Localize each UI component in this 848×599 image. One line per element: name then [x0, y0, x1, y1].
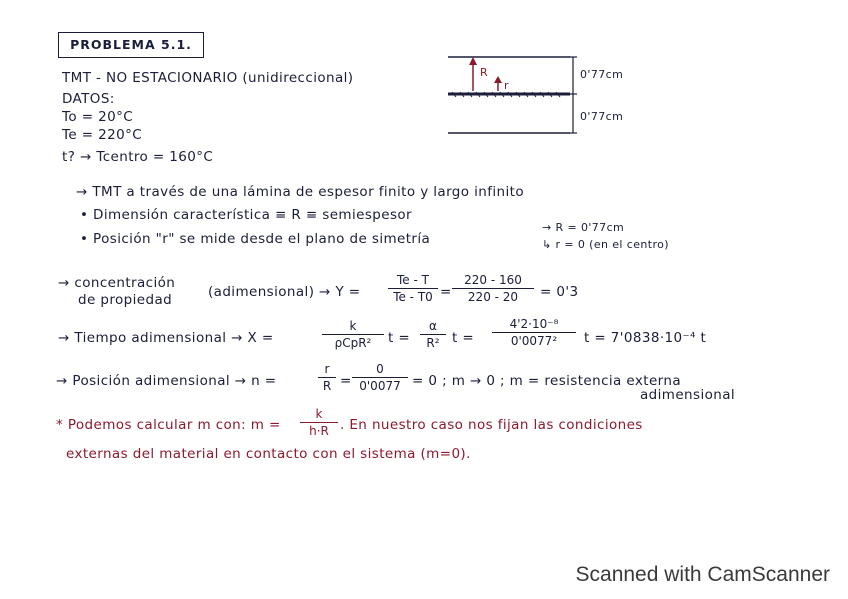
position-equals: = — [340, 373, 352, 389]
position-result: = 0 ; m → 0 ; m = resistencia externa — [412, 373, 681, 389]
datos-label: DATOS: — [62, 91, 115, 107]
frac-numerator: 0 — [376, 362, 384, 376]
concentration-label-3: (adimensional) → Y = — [208, 284, 361, 300]
frac-numerator: 220 - 160 — [464, 273, 522, 287]
slab-diagram — [440, 45, 640, 145]
time-fraction-1 — [322, 319, 384, 350]
frac-numerator: k — [315, 407, 323, 421]
bullet-line-2: • Dimensión característica ≡ R ≡ semiespesor — [80, 207, 412, 223]
time-fraction-2 — [420, 319, 446, 350]
time-t2: t = — [452, 330, 475, 346]
note-line-2: externas del material en contacto con el sistema (m=0). — [66, 446, 471, 462]
concentration-fraction-2 — [452, 273, 534, 304]
frac-numerator: k — [349, 319, 357, 333]
time-t1: t = — [388, 330, 411, 346]
frac-numerator: Te - T — [397, 273, 429, 287]
frac-numerator: r — [324, 362, 330, 376]
frac-denominator: R² — [426, 336, 440, 350]
note-line-1a: * Podemos calcular m con: m = — [56, 417, 281, 433]
frac-denominator: 0'0077² — [510, 334, 558, 348]
frac-denominator: ρCpR² — [334, 336, 372, 350]
frac-denominator: Te - T0 — [393, 290, 433, 304]
te-value: Te = 220°C — [62, 127, 143, 143]
note-line-1b: . En nuestro caso nos fijan las condiciones — [340, 417, 643, 433]
concentration-result: = 0'3 — [540, 284, 579, 300]
position-label: → Posición adimensional → n = — [56, 373, 277, 389]
dim-bottom: 0'77cm — [580, 110, 624, 123]
frac-denominator: 0'0077 — [359, 379, 401, 393]
bullet-line-3: • Posición "r" se mide desde el plano de simetría — [80, 231, 431, 247]
label-r: r — [504, 79, 509, 92]
question-line: t? → Tcentro = 160°C — [62, 149, 214, 165]
position-R: → R = 0'77cm — [542, 221, 625, 234]
dim-top: 0'77cm — [580, 68, 624, 81]
time-result: t = 7'0838·10⁻⁴ t — [584, 330, 707, 346]
tmt-line: TMT - NO ESTACIONARIO (unidireccional) — [62, 70, 354, 86]
frac-denominator: h·R — [309, 424, 329, 438]
frac-denominator: 220 - 20 — [467, 290, 519, 304]
frac-numerator: 4'2·10⁻⁸ — [509, 317, 559, 331]
frac-denominator: R — [322, 379, 332, 393]
note-fraction — [300, 407, 338, 438]
label-R: R — [480, 66, 489, 79]
position-fraction-2 — [352, 362, 408, 393]
concentration-label-2: de propiedad — [78, 292, 173, 308]
concentration-label-1: → concentración — [58, 275, 176, 291]
scanner-footer: Scanned with CamScanner — [575, 563, 830, 586]
position-fraction-1 — [318, 362, 336, 393]
frac-numerator: α — [429, 319, 437, 333]
t0-value: To = 20°C — [62, 109, 134, 125]
bullet-line-1: → TMT a través de una lámina de espesor finito y largo infinito — [76, 184, 524, 200]
time-fraction-3 — [492, 317, 576, 348]
position-r: ↳ r = 0 (en el centro) — [542, 238, 669, 251]
concentration-equals: = — [440, 284, 452, 300]
problem-title: PROBLEMA 5.1. — [58, 32, 204, 58]
position-result-2: adimensional — [640, 387, 736, 403]
time-label: → Tiempo adimensional → X = — [58, 330, 274, 346]
concentration-fraction-1 — [388, 273, 438, 304]
